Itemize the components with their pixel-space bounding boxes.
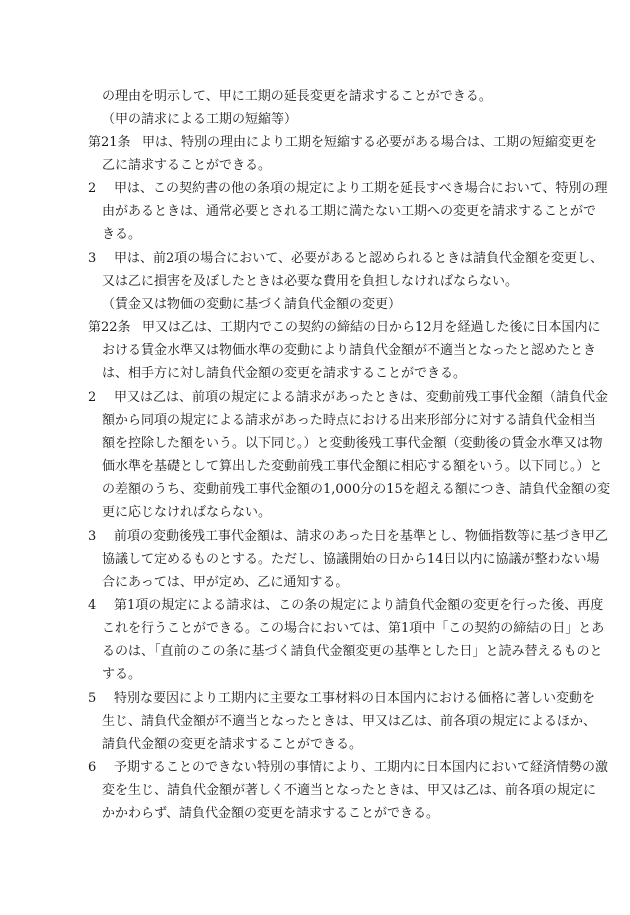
line-text: 甲は、前2項の場合において、必要があると認められるときは請負代金額を変更し、 [114,251,604,266]
text-line [102,552,600,568]
text-line [102,482,610,498]
text-line [102,158,271,174]
line-text: 額を控除した額をいう。以下同じ。）と変動後残工事代金額（変動後の賃金水準又は物 [102,436,603,451]
text-line [102,644,603,660]
line-text: 甲は、この契約書の他の条項の規定により工期を延長すべき場合において、特別の理 [114,181,608,196]
text-line [102,667,141,683]
line-text: 合にあっては、甲が定め、乙に通知する。 [102,575,349,590]
article-number: 第22条 [88,320,131,335]
line-text: 更に応じなければならない。 [102,505,272,520]
text-line [102,621,604,637]
line-text: 甲又は乙は、前項の規定による請求があったときは、変動前残工事代金額（請負代金 [114,390,608,405]
paragraph-line [88,691,595,707]
article-line [88,320,601,336]
line-text: 生じ、請負代金額が不適当となったときは、甲又は乙は、前各項の規定によるほか、 [102,714,597,729]
text-line [102,783,596,799]
text-line [102,204,596,220]
line-text: 協議して定めるものとする。ただし、協議開始の日から14日以内に協議が整わない場 [102,552,600,567]
heading-text: （甲の請求による工期の短縮等） [102,112,298,127]
line-text: 前項の変動後残工事代金額は、請求のあった日を基準とし、物価指数等に基づき甲乙 [114,529,608,544]
text-line [102,436,603,452]
line-text: 予期することのできない特別の事情により、工期内に日本国内において経済情勢の激 [114,760,609,775]
line-text: 乙に請求することができる。 [102,158,272,173]
line-text: は、相手方に対し請負代金額の変更を請求することができる。 [102,366,467,381]
line-text: 由があるときは、通常必要とされる工期に満たない工期への変更を請求することがで [102,204,597,219]
paragraph-line [88,390,608,406]
paragraph-number: 4 [88,598,97,613]
paragraph-line [88,251,603,267]
line-text: きる。 [102,227,142,242]
paragraph-number: 2 [88,181,97,196]
text-line [102,343,596,359]
text-line [102,806,439,822]
line-text: 甲又は乙は、工期内でこの契約の締結の日から12月を経過した後に日本国内に [142,320,601,335]
line-text: する。 [102,667,142,682]
text-line [102,413,596,429]
text-line [102,714,596,730]
text-line [102,366,466,382]
line-text: おける賃金水準又は物価水準の変動により請負代金額が不適当となったと認めたとき [102,343,597,358]
paragraph-number: 3 [88,251,97,266]
line-text: 甲は、特別の理由により工期を短縮する必要がある場合は、工期の短縮変更を [142,135,598,150]
line-text: 第1項の規定による請求は、この条の規定により請負代金額の変更を行った後、再度 [114,598,604,613]
section-heading [102,297,401,313]
text-line [102,227,141,243]
paragraph-line [88,529,608,545]
paragraph-number: 3 [88,529,97,544]
line-text: の理由を明示して、甲に工期の延長変更を請求することができる。 [102,89,492,104]
text-line [102,274,518,290]
paragraph-line [88,760,608,776]
line-text: 変を生じ、請負代金額が著しく不適当となったときは、甲又は乙は、前各項の規定に [102,783,597,798]
article-line [88,135,597,151]
text-line [102,505,271,521]
paragraph-line [88,181,607,197]
text-line [102,737,362,753]
text-line [102,89,492,105]
text-line [102,459,603,475]
line-text: 特別な要因により工期内に主要な工事材料の日本国内における価格に著しい変動を [114,691,596,706]
line-text: 請負代金額の変更を請求することができる。 [102,737,363,752]
section-heading [102,112,297,128]
paragraph-number: 2 [88,390,97,405]
line-text: これを行うことができる。この場合においては、第1項中「この契約の締結の日」とあ [102,621,605,636]
paragraph-line [88,598,603,614]
line-text: るのは、「直前のこの条に基づく請負代金額変更の基準とした日」と読み替えるものと [102,644,603,659]
line-text: の差額のうち、変動前残工事代金額の1,000分の15を超える額につき、請負代金額の変 [102,482,610,497]
line-text: かかわらず、請負代金額の変更を請求することができる。 [102,806,439,821]
line-text: 又は乙に損害を及ぼしたときは必要な費用を負担しなければならない。 [102,274,519,289]
paragraph-number: 6 [88,760,97,775]
heading-text: （賃金又は物価の変動に基づく請負代金額の変更） [102,297,402,312]
line-text: 額から同項の規定による請求があった時点における出来形部分に対する請負代金相当 [102,413,596,428]
line-text: 価水準を基礎として算出した変動前残工事代金額に相応する額をいう。以下同じ。）と [102,459,603,474]
paragraph-number: 5 [88,691,97,706]
article-number: 第21条 [88,135,131,150]
text-line [102,575,348,591]
